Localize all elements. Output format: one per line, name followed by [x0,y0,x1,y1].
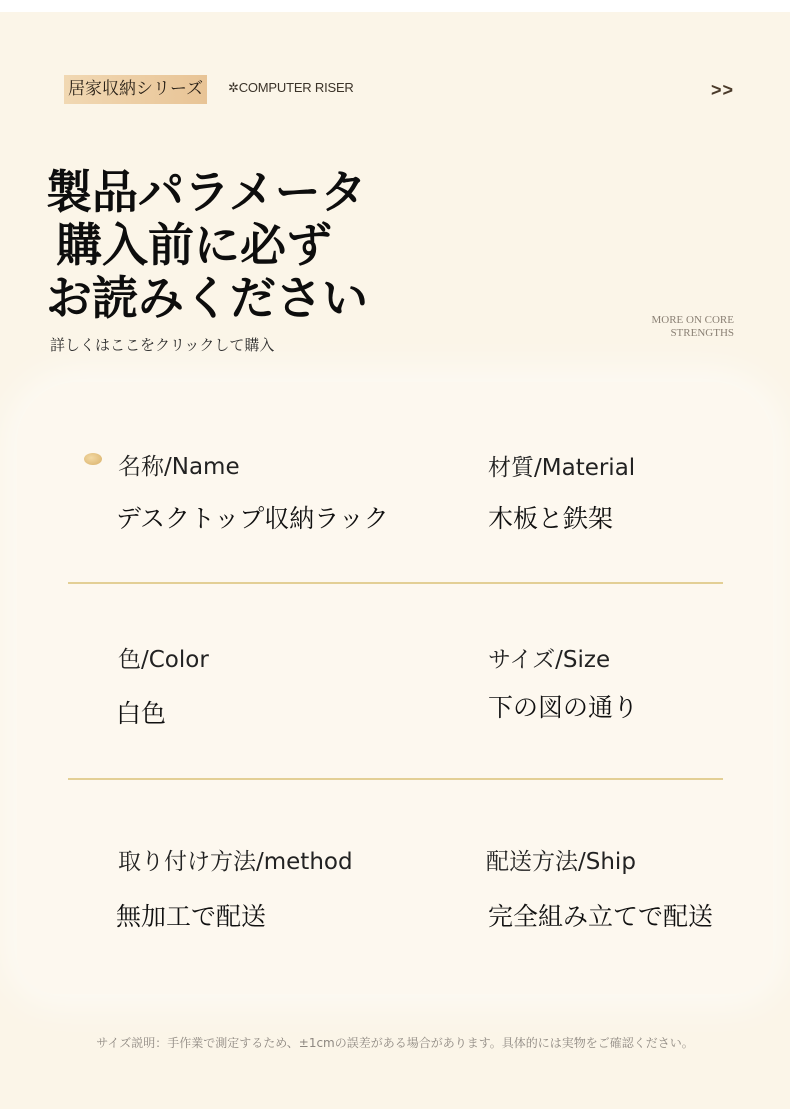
series-tag: 居家収納シリーズ [64,75,207,104]
method-value: 無加工で配送 [116,902,267,931]
purchase-link[interactable]: 詳しくはここをクリックして購入 [50,336,275,354]
ship-value: 完全組み立てで配送 [488,902,714,931]
color-value: 白色 [116,699,167,728]
title-line-2: 購入前に必ず [56,218,332,272]
core-line-1: MORE ON CORE [651,314,734,326]
size-value: 下の図の通り [488,693,639,722]
ship-label: 配送方法/Ship [486,849,636,875]
material-label: 材質/Material [488,455,636,481]
method-label: 取り付け方法/method [118,849,353,875]
page-title [46,166,368,325]
product-subtitle: ✲COMPUTER RISER [228,80,354,95]
bullet-icon [84,453,102,465]
title-line-3: お読みください [46,271,368,325]
name-value: デスクトップ収納ラック [116,504,389,533]
size-label: サイズ/Size [488,647,611,673]
core-line-2: STRENGTHS [670,327,734,339]
material-value: 木板と鉄架 [488,504,614,533]
core-strengths-caption [610,314,734,340]
title-line-1: 製品パラメータ [46,165,367,219]
size-note: サイズ説明：手作業で測定するため、±1cmの誤差がある場合があります。具体的には実物をご確認ください。 [96,1036,694,1050]
top-strip [0,0,790,12]
color-label: 色/Color [118,647,209,673]
divider [68,582,723,584]
next-page-button[interactable]: >> [711,80,735,100]
divider [68,778,723,780]
name-label: 名称/Name [118,454,240,480]
